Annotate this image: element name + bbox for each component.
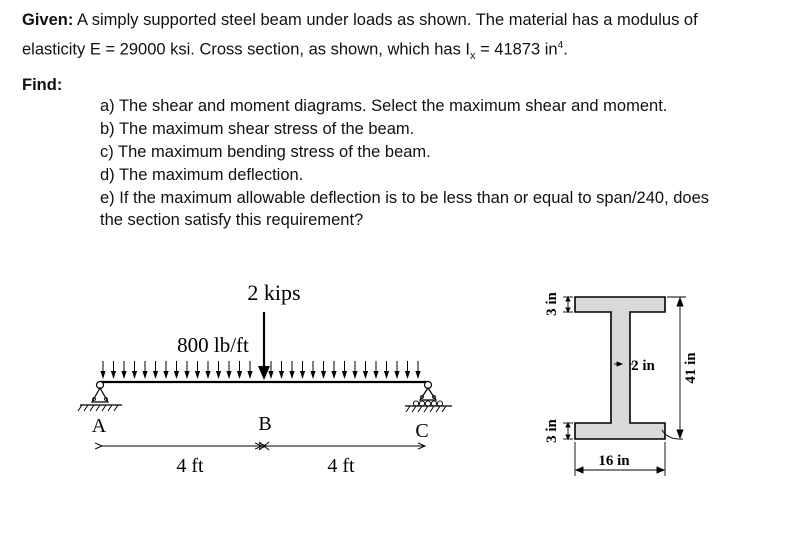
- load-arrowhead: [289, 371, 294, 379]
- span-ab-label: 4 ft: [176, 455, 204, 477]
- load-arrowhead: [363, 371, 368, 379]
- load-arrowhead: [405, 371, 410, 379]
- bottom-flange-label: 3 in: [544, 419, 560, 443]
- given-subscript: x: [470, 49, 476, 62]
- load-arrowhead: [321, 371, 326, 379]
- load-arrowhead: [121, 371, 126, 379]
- point-b-label: B: [258, 413, 272, 435]
- support-c-label: C: [415, 420, 429, 442]
- total-depth-label: 41 in: [683, 352, 699, 384]
- load-arrowhead: [310, 371, 315, 379]
- bottom-flange-dimension: [563, 423, 573, 439]
- load-arrowhead: [153, 371, 158, 379]
- load-arrowhead: [205, 371, 210, 379]
- load-arrowhead: [100, 371, 105, 379]
- load-arrowhead: [415, 371, 420, 379]
- load-arrowhead: [300, 371, 305, 379]
- find-item-e-cont: the section satisfy this requirement?: [100, 211, 364, 229]
- load-arrowhead: [237, 371, 242, 379]
- top-flange-label: 3 in: [544, 292, 560, 316]
- given-label: Given:: [22, 11, 74, 29]
- given-text-2b: = 41873 in: [475, 40, 558, 59]
- load-arrowhead: [195, 371, 200, 379]
- pin-support-a: [78, 382, 122, 412]
- load-arrowhead: [384, 371, 389, 379]
- find-item-a: a) The shear and moment diagrams. Select the maximum shear and moment.: [100, 97, 668, 115]
- load-arrowhead: [184, 371, 189, 379]
- web-thickness-label: 2 in: [631, 358, 655, 374]
- point-load-arrowhead: [258, 366, 270, 380]
- load-arrowhead: [226, 371, 231, 379]
- support-a-label: A: [91, 415, 107, 437]
- given-text-2-end: .: [563, 40, 568, 59]
- given-text-1: A simply supported steel beam under loads as shown. The material has a modulus of: [77, 11, 698, 29]
- span-bc-label: 4 ft: [327, 455, 355, 477]
- load-arrowhead: [132, 371, 137, 379]
- find-label: Find:: [22, 76, 63, 94]
- flange-width-label: 16 in: [598, 453, 630, 469]
- load-arrowhead: [174, 371, 179, 379]
- find-item-c: c) The maximum bending stress of the beam.: [100, 143, 431, 161]
- load-arrowhead: [342, 371, 347, 379]
- load-arrowhead: [216, 371, 221, 379]
- span-dimension: [102, 442, 425, 450]
- find-item-b: b) The maximum shear stress of the beam.: [100, 120, 415, 138]
- load-arrowhead: [111, 371, 116, 379]
- load-arrowhead: [373, 371, 378, 379]
- load-arrowhead: [279, 371, 284, 379]
- distributed-load-label: 800 lb/ft: [177, 333, 249, 357]
- point-load-label: 2 kips: [247, 280, 301, 305]
- load-arrowhead: [352, 371, 357, 379]
- find-item-e: e) If the maximum allowable deflection is to be less than or equal to span/240, does: [100, 189, 710, 207]
- load-arrowhead: [247, 371, 252, 379]
- load-arrowhead: [142, 371, 147, 379]
- given-text-2a: elasticity E = 29000 ksi. Cross section, as shown, which has I: [22, 40, 470, 59]
- load-arrowhead: [331, 371, 336, 379]
- beam-diagram: [78, 280, 452, 477]
- load-arrowhead: [394, 371, 399, 379]
- roller-support-c: [405, 382, 452, 413]
- load-arrowhead: [268, 371, 273, 379]
- given-superscript: 4: [557, 40, 564, 51]
- top-flange-dimension: [563, 297, 573, 312]
- cross-section: [544, 291, 699, 476]
- find-item-d: d) The maximum deflection.: [100, 166, 304, 184]
- load-arrowhead: [163, 371, 168, 379]
